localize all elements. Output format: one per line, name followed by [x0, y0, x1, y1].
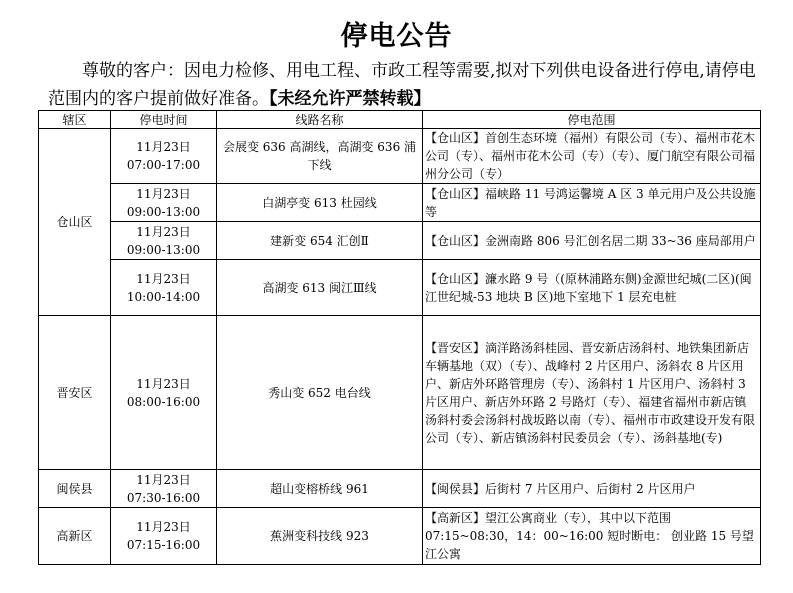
page-title: 停电公告: [340, 21, 453, 52]
scope-cell: 【高新区】望江公寓商业（专），其中以下范围 07:15~08:30，14：00~16:00 短时断电： 创业路 15 号望江公寓: [423, 508, 761, 565]
header-area: 辖区: [39, 111, 111, 129]
time-cell: [111, 129, 217, 184]
outage-time: 07:30-16:00: [126, 490, 201, 505]
table-row: [39, 222, 761, 260]
outage-date: 11月23日: [136, 140, 191, 154]
header-scope: 停电范围: [423, 111, 761, 129]
area-cell: 闽侯县: [39, 470, 111, 508]
outage-date: 11月23日: [136, 520, 191, 534]
outage-date: 11月23日: [136, 224, 191, 239]
outage-date: 11月23日: [136, 376, 191, 391]
outage-time: 09:00-13:00: [126, 204, 201, 219]
line-cell: 会展变 636 高湖线，高湖变 636 浦下线: [217, 129, 423, 184]
outage-date: 11月23日: [136, 271, 191, 286]
table-header-row: [39, 111, 761, 129]
intro-paragraph: [48, 57, 760, 113]
outage-date: 11月23日: [136, 186, 191, 201]
area-cell: 高新区: [39, 508, 111, 565]
intro-text: 尊敬的客户：因电力检修、用电工程、市政工程等需要,拟对下列供电设备进行停电,请停电范围内的客户提前做好准备。: [48, 61, 756, 109]
table-row: [39, 470, 761, 508]
line-cell: 高湖变 613 闽江Ⅲ线: [217, 260, 423, 316]
time-cell: [111, 184, 217, 222]
scope-cell: 【仓山区】福峡路 11 号鸿运馨境 A 区 3 单元用户及公共设施等: [423, 184, 761, 222]
header-line: 线路名称: [217, 111, 423, 129]
table-row: [39, 508, 761, 565]
table-row: [39, 184, 761, 222]
outage-time: 07:15-16:00: [126, 538, 201, 552]
time-cell: [111, 260, 217, 316]
line-cell: 白湖亭变 613 杜园线: [217, 184, 423, 222]
scope-cell: 【晋安区】滴洋路汤斜桂园、晋安新店汤斜村、地铁集团新店车辆基地（双）（专）、战峰村 2 片区用户、汤斜农 8 片区用户、新店外环路管理房（专）、汤斜村 1 片区用户、汤斜村 3 片区用户、新店外环路 2 号路灯（专）、福建省福州市新店镇汤斜村委会汤斜村战坂路以南（专）、福州市市政建设开发有限公司（专）、新店镇汤斜村民委员会（专）、汤斜基地(专): [423, 316, 761, 470]
table-row: [39, 260, 761, 316]
outage-time: 07:00-17:00: [126, 158, 201, 172]
outage-time: 09:00-13:00: [126, 242, 201, 257]
line-cell: 蕉洲变科技线 923: [217, 508, 423, 565]
scope-cell: 【仓山区】金洲南路 806 号汇创名居二期 33~36 座局部用户: [423, 222, 761, 260]
area-cell: 仓山区: [39, 129, 111, 316]
line-cell: 建新变 654 汇创Ⅱ: [217, 222, 423, 260]
time-cell: [111, 508, 217, 565]
outage-time: 10:00-14:00: [126, 289, 201, 304]
scope-cell: 【仓山区】首创生态环境（福州）有限公司（专）、福州市花木公司（专）、福州市花木公司（专）（专）、厦门航空有限公司福州分公司（专）: [423, 129, 761, 184]
time-cell: [111, 222, 217, 260]
table-row: [39, 316, 761, 470]
area-cell: 晋安区: [39, 316, 111, 470]
line-cell: 超山变榕桥线 961: [217, 470, 423, 508]
scope-cell: 【仓山区】濂水路 9 号（(原林浦路东侧)金源世纪城(二区)(闽江世纪城-53 地块 B 区)地下室地下 1 层充电桩: [423, 260, 761, 316]
time-cell: [111, 470, 217, 508]
header-time: 停电时间: [111, 111, 217, 129]
outage-table: [38, 110, 761, 565]
reprint-notice: 【未经允许严禁转载】: [269, 89, 431, 109]
line-cell: 秀山变 652 电台线: [217, 316, 423, 470]
scope-cell: 【闽侯县】后街村 7 片区用户、后街村 2 片区用户: [423, 470, 761, 508]
time-cell: [111, 316, 217, 470]
outage-time: 08:00-16:00: [126, 394, 201, 409]
outage-date: 11月23日: [136, 472, 191, 487]
table-row: [39, 129, 761, 184]
